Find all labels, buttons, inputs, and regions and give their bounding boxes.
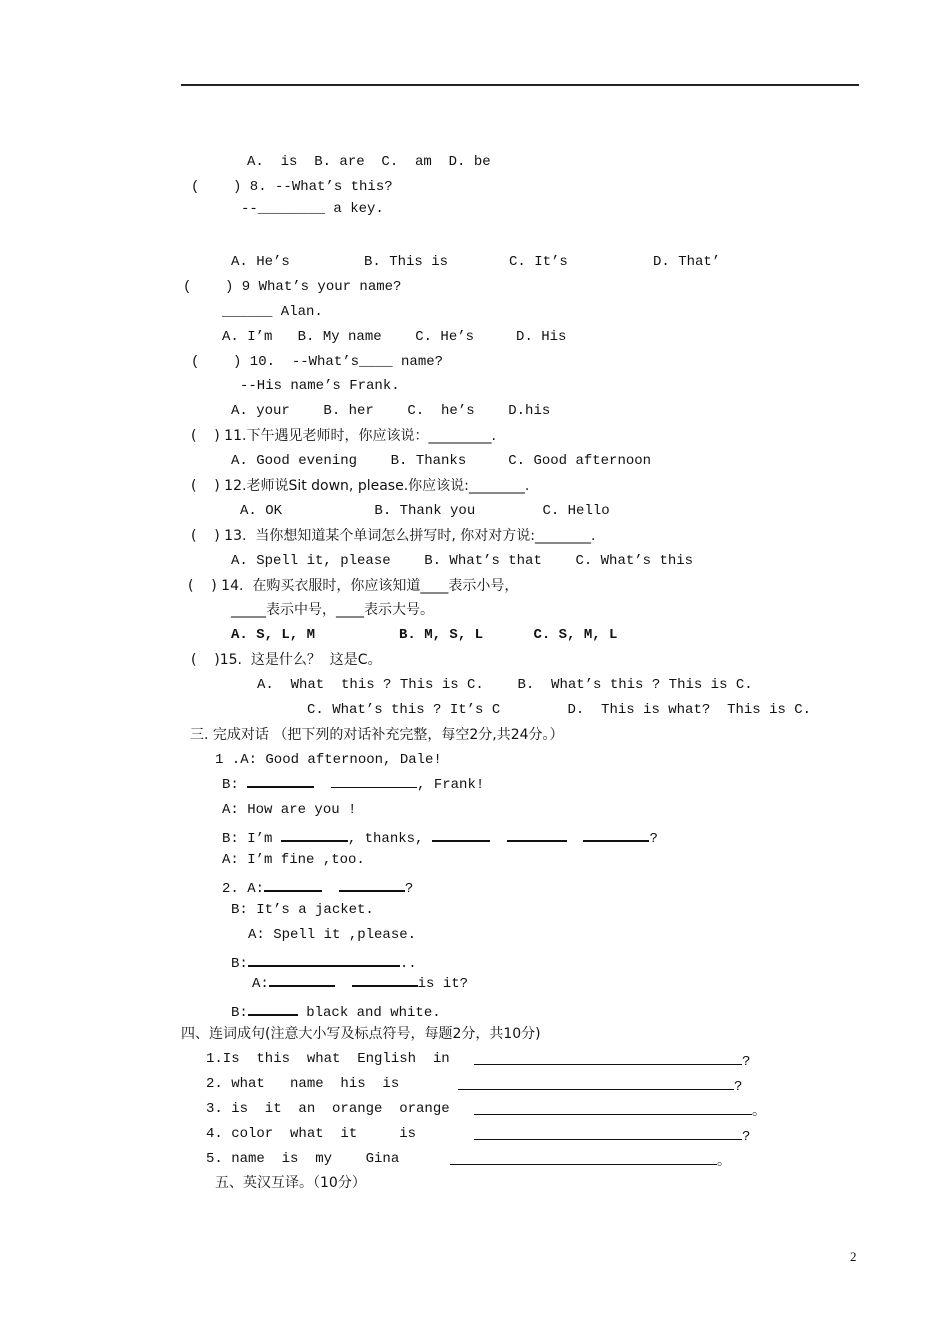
q15-stem: ( )15. 这是什么？ 这是C。 (191, 652, 382, 668)
dialog2-b3-prefix: B: (231, 1005, 248, 1021)
section4-title: 四、连词成句(注意大小写及标点符号，每题2分，共10分) (181, 1026, 541, 1042)
blank[interactable] (507, 826, 567, 842)
dialog2-b3 (231, 1000, 441, 1022)
q10-answer: --His name’s Frank. (240, 378, 400, 394)
reorder-words-2: 2. what name his is (206, 1076, 400, 1092)
dialog1-a3: A: I’m fine ,too. (222, 852, 365, 868)
blank[interactable] (248, 1000, 298, 1016)
dialog1-b2-mid: , thanks, (347, 831, 424, 847)
blank[interactable] (248, 951, 400, 967)
q8-option-d: D. That’ (653, 254, 721, 270)
blank[interactable] (583, 826, 649, 842)
section3-title: 三. 完成对话 （把下列的对话补充完整，每空2分,共24分。） (190, 727, 564, 743)
blank[interactable] (269, 971, 335, 987)
reorder-words-3: 3. is it an orange orange (206, 1101, 450, 1117)
answer-line[interactable] (458, 1075, 734, 1090)
reorder-end-4: ? (742, 1129, 751, 1145)
dialog2-a2: A: Spell it ,please. (248, 927, 417, 943)
q12-options: A. OK B. Thank you C. Hello (240, 503, 610, 519)
answer-line[interactable] (474, 1125, 742, 1140)
reorder-answer-1 (474, 1050, 750, 1071)
dialog1-b1-suffix: , Frank! (417, 777, 485, 793)
reorder-answer-2 (458, 1075, 742, 1096)
q9-options: A. I’m B. My name C. He’s D. His (222, 329, 567, 345)
answer-line[interactable] (450, 1150, 717, 1165)
dialog1-a2: A: How are you ! (222, 802, 357, 818)
q8-option-c: C. It’s (509, 254, 568, 270)
dialog2-a1-suffix: ? (404, 881, 414, 897)
blank[interactable] (281, 826, 348, 842)
answer-line[interactable] (474, 1050, 742, 1065)
q8-stem: ( ) 8. --What’s this? (191, 179, 393, 195)
dialog2-b2-suffix: .. (399, 956, 417, 972)
dialog2-b2-prefix: B: (231, 956, 248, 972)
reorder-answer-5 (450, 1150, 731, 1171)
q15-options-1: A. What this ? This is C. B. What’s this ? This is C. (257, 677, 753, 693)
blank[interactable] (339, 876, 405, 892)
header-rule (181, 84, 859, 86)
dialog2-b1: B: It’s a jacket. (231, 902, 374, 918)
q11-options: A. Good evening B. Thanks C. Good afternoon (231, 453, 652, 469)
dialog1-b1 (222, 772, 484, 794)
q10-stem: ( ) 10. --What’s____ name? (191, 354, 444, 370)
blank[interactable] (432, 826, 490, 842)
q8-option-b: B. This is (364, 254, 449, 270)
q9-answer: ______ Alan. (222, 304, 323, 320)
reorder-answer-3 (474, 1100, 766, 1121)
dialog2-a1 (222, 876, 413, 898)
reorder-answer-4 (474, 1125, 750, 1146)
reorder-end-5: 。 (717, 1154, 731, 1170)
page-number: 2 (850, 1249, 857, 1264)
dialog1-a1: 1 .A: Good afternoon, Dale! (215, 752, 442, 768)
q7-options: A. is B. are C. am D. be (247, 154, 491, 170)
q10-options: A. your B. her C. he’s D.his (231, 403, 551, 419)
q11-stem: ( ) 11.下午遇见老师时，你应该说：_________. (191, 428, 496, 444)
dialog2-a1-prefix: 2. A: (222, 881, 265, 897)
q9-stem: ( ) 9 What’s your name? (183, 279, 402, 295)
q8-answer: --________ a key. (241, 201, 384, 217)
q8-option-a: A. He’s (231, 254, 290, 270)
q14-stem-2: _____表示中号，____表示大号。 (231, 602, 434, 618)
reorder-end-1: ? (742, 1054, 751, 1070)
dialog2-a3-prefix: A: (252, 976, 269, 992)
q12-stem: ( ) 12.老师说Sit down, please.你应该说:________. (191, 478, 530, 494)
answer-line[interactable] (474, 1100, 752, 1115)
reorder-words-4: 4. color what it is (206, 1126, 417, 1142)
dialog1-b1-prefix: B: (222, 777, 239, 793)
blank[interactable] (247, 772, 314, 788)
q13-options: A. Spell it, please B. What’s that C. What’s this (231, 553, 694, 569)
q13-stem: ( ) 13. 当你想知道某个单词怎么拼写时, 你对对方说:________. (191, 528, 596, 544)
dialog1-b2 (222, 826, 658, 848)
dialog2-a3-suffix: is it? (417, 976, 469, 992)
dialog2-b3-suffix: black and white. (297, 1005, 441, 1021)
dialog1-b2-suffix: ? (649, 831, 658, 847)
blank[interactable] (352, 971, 418, 987)
reorder-end-3: 。 (752, 1104, 766, 1120)
section5-title: 五、英汉互译。（10分） (215, 1175, 366, 1191)
blank[interactable] (264, 876, 322, 892)
q14-options: A. S, L, M B. M, S, L C. S, M, L (231, 627, 618, 643)
q15-options-2: C. What’s this ? It’s C D. This is what? This is C. (307, 702, 812, 718)
dialog1-b2-prefix: B: I’m (222, 831, 273, 847)
reorder-end-2: ? (734, 1079, 743, 1095)
blank[interactable] (331, 773, 417, 788)
dialog2-b2 (231, 951, 417, 973)
q14-stem: ( ) 14. 在购买衣服时，你应该知道____表示小号， (188, 578, 519, 594)
reorder-words-5: 5. name is my Gina (206, 1151, 400, 1167)
dialog2-a3 (252, 971, 468, 993)
reorder-words-1: 1.Is this what English in (206, 1051, 450, 1067)
